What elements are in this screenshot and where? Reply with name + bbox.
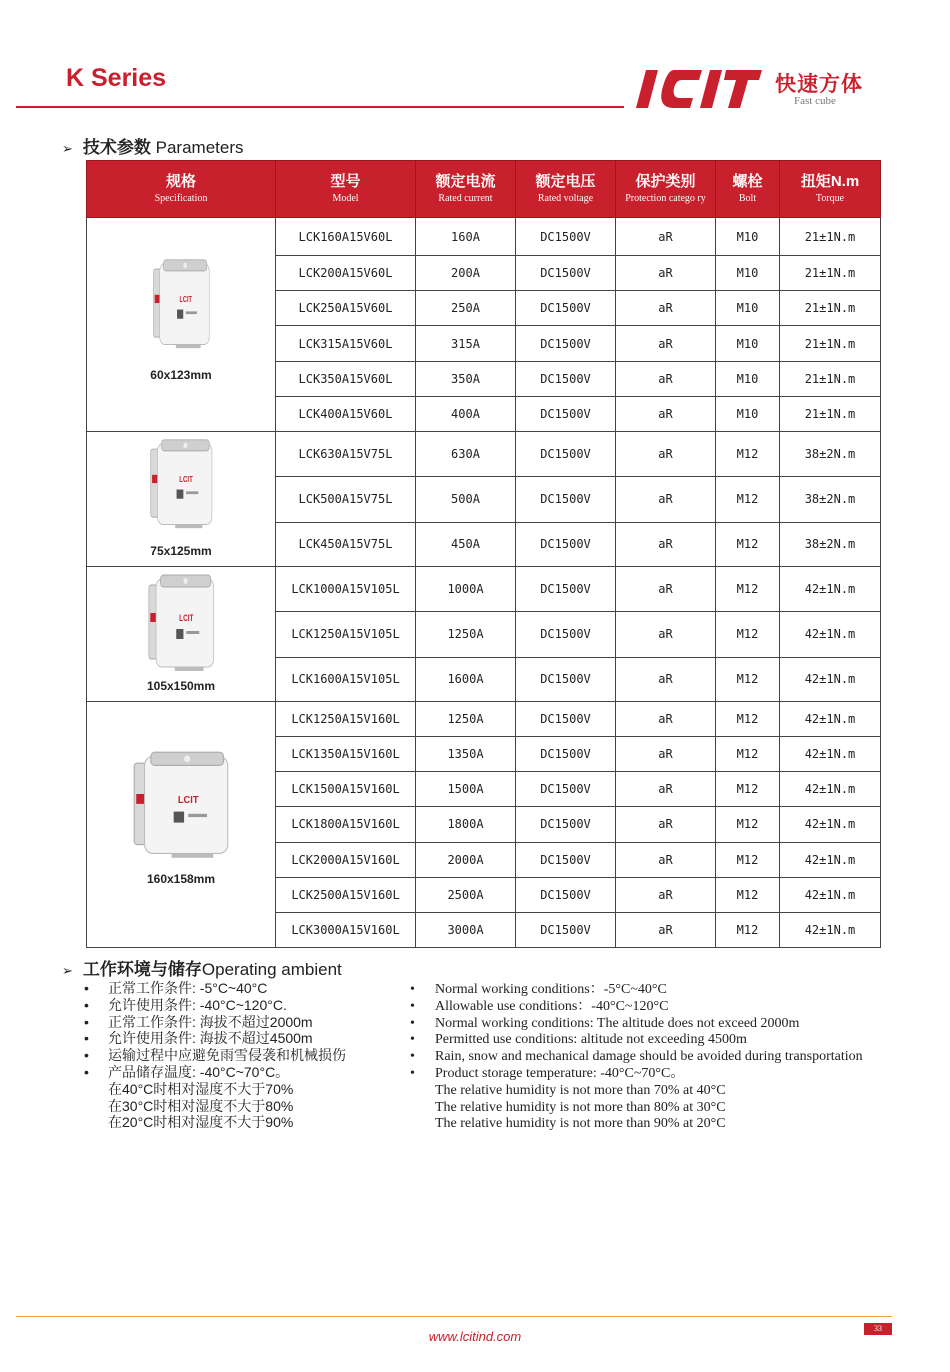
bullet-icon: • xyxy=(84,1063,89,1080)
list-item xyxy=(84,1047,346,1064)
model-cell: LCK1250A15V105L xyxy=(276,612,416,657)
svg-text:LCIT: LCIT xyxy=(178,474,193,485)
arrow-bullet-icon: ➢ xyxy=(62,963,73,978)
rated-current-cell: 200A xyxy=(416,256,516,291)
protection-cell: aR xyxy=(616,567,716,612)
protection-cell: aR xyxy=(616,807,716,842)
bolt-cell: M12 xyxy=(716,477,780,522)
list-item xyxy=(84,1114,346,1131)
list-item-text: 产品储存温度: -40°C~70°C。 xyxy=(108,1063,290,1080)
header-rated-current: 额定电流 Rated current xyxy=(416,161,516,218)
rated-current-cell: 450A xyxy=(416,522,516,566)
rated-voltage-cell: DC1500V xyxy=(516,842,616,877)
torque-cell: 21±1N.m xyxy=(780,291,881,326)
protection-cell: aR xyxy=(616,772,716,807)
parameters-heading xyxy=(62,133,244,158)
bolt-cell: M12 xyxy=(716,737,780,772)
specification-cell xyxy=(87,567,276,702)
footer-divider xyxy=(16,1316,892,1317)
svg-text:LCIT: LCIT xyxy=(179,296,192,305)
list-item-text: Permitted use conditions: altitude not exceeding 4500m xyxy=(435,1032,747,1048)
torque-cell: 42±1N.m xyxy=(780,842,881,877)
model-cell: LCK200A15V60L xyxy=(276,256,416,291)
bolt-cell: M12 xyxy=(716,772,780,807)
header-torque: 扭矩N.m Torque xyxy=(780,161,881,218)
bullet-icon: • xyxy=(410,1015,415,1031)
torque-cell: 38±2N.m xyxy=(780,522,881,566)
protection-cell: aR xyxy=(616,842,716,877)
list-item xyxy=(84,1064,346,1081)
ambient-list-cn xyxy=(84,980,346,1131)
list-item xyxy=(410,982,863,999)
model-cell: LCK160A15V60L xyxy=(276,218,416,256)
list-item xyxy=(410,1083,863,1100)
brand-name-en: Fast cube xyxy=(794,95,836,107)
list-item-text: Product storage temperature: -40°C~70°C。 xyxy=(435,1065,685,1081)
list-item-text: 在30°C时相对湿度不大于80% xyxy=(108,1097,294,1114)
bullet-icon: • xyxy=(410,982,415,997)
bullet-icon: • xyxy=(84,996,89,1013)
rated-voltage-cell: DC1500V xyxy=(516,218,616,256)
torque-cell: 21±1N.m xyxy=(780,326,881,361)
rated-voltage-cell: DC1500V xyxy=(516,256,616,291)
torque-cell: 21±1N.m xyxy=(780,396,881,431)
protection-cell: aR xyxy=(616,432,716,477)
rated-current-cell: 1350A xyxy=(416,737,516,772)
list-item-text: The relative humidity is not more than 90% at 20°C xyxy=(435,1116,726,1132)
model-cell: LCK630A15V75L xyxy=(276,432,416,477)
model-cell: LCK2000A15V160L xyxy=(276,842,416,877)
rated-voltage-cell: DC1500V xyxy=(516,912,616,947)
bolt-cell: M10 xyxy=(716,361,780,396)
rated-voltage-cell: DC1500V xyxy=(516,326,616,361)
rated-voltage-cell: DC1500V xyxy=(516,702,616,737)
rated-current-cell: 315A xyxy=(416,326,516,361)
specification-label: 75x125mm xyxy=(150,544,212,558)
protection-cell: aR xyxy=(616,912,716,947)
protection-cell: aR xyxy=(616,877,716,912)
list-item xyxy=(410,1016,863,1033)
list-item xyxy=(410,1032,863,1049)
list-item-text: 在20°C时相对湿度不大于90% xyxy=(108,1114,294,1131)
header-protection-category: 保护类别 Protection catego ry xyxy=(616,161,716,218)
torque-cell: 38±2N.m xyxy=(780,432,881,477)
protection-cell: aR xyxy=(616,218,716,256)
torque-cell: 42±1N.m xyxy=(780,877,881,912)
rated-voltage-cell: DC1500V xyxy=(516,567,616,612)
torque-cell: 42±1N.m xyxy=(780,612,881,657)
list-item-text: Normal working conditions：-5°C~40°C xyxy=(435,982,667,997)
series-title: K Series xyxy=(66,64,167,92)
list-item-text: Rain, snow and mechanical damage should be avoided during transportation xyxy=(435,1049,863,1065)
list-item-text: Normal working conditions: The altitude does not exceed 2000m xyxy=(435,1015,800,1031)
rated-current-cell: 350A xyxy=(416,361,516,396)
specification-label: 160x158mm xyxy=(146,872,216,886)
rated-current-cell: 1250A xyxy=(416,612,516,657)
fuse-image-3 xyxy=(146,573,218,673)
rated-voltage-cell: DC1500V xyxy=(516,291,616,326)
rated-current-cell: 250A xyxy=(416,291,516,326)
parameters-table xyxy=(86,160,881,948)
rated-current-cell: 160A xyxy=(416,218,516,256)
fuse-image-4 xyxy=(130,750,234,860)
rated-voltage-cell: DC1500V xyxy=(516,772,616,807)
specification-label: 105x150mm xyxy=(146,679,216,693)
ambient-heading-en: Operating ambient xyxy=(201,960,342,979)
svg-text:LCIT: LCIT xyxy=(177,794,199,806)
rated-current-cell: 1800A xyxy=(416,807,516,842)
torque-cell: 21±1N.m xyxy=(780,218,881,256)
bolt-cell: M12 xyxy=(716,877,780,912)
bolt-cell: M12 xyxy=(716,912,780,947)
bullet-icon: • xyxy=(410,1049,415,1065)
list-item-text: 允许使用条件: -40°C~120°C. xyxy=(108,996,287,1013)
model-cell: LCK1500A15V160L xyxy=(276,772,416,807)
bolt-cell: M12 xyxy=(716,702,780,737)
rated-voltage-cell: DC1500V xyxy=(516,477,616,522)
rated-voltage-cell: DC1500V xyxy=(516,522,616,566)
rated-voltage-cell: DC1500V xyxy=(516,657,616,701)
model-cell: LCK250A15V60L xyxy=(276,291,416,326)
model-cell: LCK450A15V75L xyxy=(276,522,416,566)
bolt-cell: M10 xyxy=(716,218,780,256)
header-bolt: 螺栓 Bolt xyxy=(716,161,780,218)
brand-name-cn: 快速方体 xyxy=(775,73,863,96)
specification-label: 60x123mm xyxy=(150,368,212,382)
model-cell: LCK315A15V60L xyxy=(276,326,416,361)
list-item-text: 在40°C时相对湿度不大于70% xyxy=(108,1080,294,1097)
list-item xyxy=(410,1066,863,1083)
model-cell: LCK1800A15V160L xyxy=(276,807,416,842)
bolt-cell: M10 xyxy=(716,291,780,326)
parameters-heading-en: Parameters xyxy=(150,138,244,157)
model-cell: LCK350A15V60L xyxy=(276,361,416,396)
rated-voltage-cell: DC1500V xyxy=(516,612,616,657)
list-item xyxy=(410,1116,863,1133)
protection-cell: aR xyxy=(616,361,716,396)
rated-voltage-cell: DC1500V xyxy=(516,432,616,477)
list-item-text: 允许使用条件: 海拔不超过4500m xyxy=(108,1030,313,1047)
torque-cell: 38±2N.m xyxy=(780,477,881,522)
rated-voltage-cell: DC1500V xyxy=(516,737,616,772)
bullet-icon: • xyxy=(84,1047,89,1064)
protection-cell: aR xyxy=(616,326,716,361)
list-item xyxy=(84,997,346,1014)
arrow-bullet-icon: ➢ xyxy=(62,141,73,156)
model-cell: LCK3000A15V160L xyxy=(276,912,416,947)
rated-voltage-cell: DC1500V xyxy=(516,396,616,431)
protection-cell: aR xyxy=(616,256,716,291)
rated-voltage-cell: DC1500V xyxy=(516,807,616,842)
bolt-cell: M10 xyxy=(716,256,780,291)
protection-cell: aR xyxy=(616,737,716,772)
ambient-heading xyxy=(62,955,342,980)
model-cell: LCK500A15V75L xyxy=(276,477,416,522)
specification-cell xyxy=(87,432,276,567)
torque-cell: 42±1N.m xyxy=(780,807,881,842)
list-item xyxy=(84,1081,346,1098)
parameters-heading-cn: 技术参数 xyxy=(82,138,151,157)
list-item xyxy=(410,1100,863,1117)
torque-cell: 42±1N.m xyxy=(780,567,881,612)
list-item-text: 正常工作条件: -5°C~40°C xyxy=(108,980,268,996)
svg-text:LCIT: LCIT xyxy=(178,612,194,624)
list-item xyxy=(84,980,346,997)
bullet-icon: • xyxy=(410,998,415,1014)
torque-cell: 42±1N.m xyxy=(780,702,881,737)
bolt-cell: M12 xyxy=(716,657,780,701)
list-item xyxy=(410,999,863,1016)
list-item-text: 运输过程中应避免雨雪侵袭和机械损伤 xyxy=(108,1047,346,1064)
rated-current-cell: 1000A xyxy=(416,567,516,612)
rated-current-cell: 500A xyxy=(416,477,516,522)
model-cell: LCK2500A15V160L xyxy=(276,877,416,912)
list-item-text: 正常工作条件: 海拔不超过2000m xyxy=(108,1013,313,1030)
torque-cell: 21±1N.m xyxy=(780,361,881,396)
bullet-icon: • xyxy=(410,1032,415,1048)
model-cell: LCK1600A15V105L xyxy=(276,657,416,701)
list-item xyxy=(410,1049,863,1066)
torque-cell: 21±1N.m xyxy=(780,256,881,291)
protection-cell: aR xyxy=(616,522,716,566)
bullet-icon: • xyxy=(84,980,89,996)
protection-cell: aR xyxy=(616,291,716,326)
table-row xyxy=(87,702,881,737)
protection-cell: aR xyxy=(616,396,716,431)
table-row xyxy=(87,432,881,477)
list-item xyxy=(84,1014,346,1031)
rated-voltage-cell: DC1500V xyxy=(516,361,616,396)
fuse-image-1 xyxy=(151,258,213,350)
ambient-heading-cn: 工作环境与储存 xyxy=(82,960,202,979)
ambient-list-en xyxy=(410,982,863,1133)
bullet-icon: • xyxy=(410,1065,415,1081)
rated-voltage-cell: DC1500V xyxy=(516,877,616,912)
protection-cell: aR xyxy=(616,657,716,701)
bullet-icon: • xyxy=(84,1013,89,1030)
bullet-icon: • xyxy=(84,1030,89,1047)
specification-cell xyxy=(87,702,276,948)
model-cell: LCK1250A15V160L xyxy=(276,702,416,737)
torque-cell: 42±1N.m xyxy=(780,657,881,701)
rated-current-cell: 2500A xyxy=(416,877,516,912)
header-specification: 规格 Specification xyxy=(87,161,276,218)
bolt-cell: M10 xyxy=(716,396,780,431)
protection-cell: aR xyxy=(616,702,716,737)
page-number: 33 xyxy=(864,1323,892,1335)
header-model: 型号 Model xyxy=(276,161,416,218)
list-item-text: The relative humidity is not more than 80% at 30°C xyxy=(435,1099,726,1115)
model-cell: LCK1000A15V105L xyxy=(276,567,416,612)
rated-current-cell: 1250A xyxy=(416,702,516,737)
bolt-cell: M12 xyxy=(716,567,780,612)
table-row xyxy=(87,218,881,256)
fuse-image-2 xyxy=(148,438,216,530)
header-divider xyxy=(16,106,624,108)
header-rated-voltage: 额定电压 Rated voltage xyxy=(516,161,616,218)
torque-cell: 42±1N.m xyxy=(780,912,881,947)
model-cell: LCK1350A15V160L xyxy=(276,737,416,772)
specification-cell xyxy=(87,218,276,432)
rated-current-cell: 400A xyxy=(416,396,516,431)
table-header-row xyxy=(87,161,881,218)
rated-current-cell: 1500A xyxy=(416,772,516,807)
bolt-cell: M12 xyxy=(716,842,780,877)
list-item-text: Allowable use conditions：-40°C~120°C xyxy=(435,998,669,1014)
list-item-text: The relative humidity is not more than 70% at 40°C xyxy=(435,1082,726,1098)
torque-cell: 42±1N.m xyxy=(780,772,881,807)
bolt-cell: M12 xyxy=(716,612,780,657)
bolt-cell: M12 xyxy=(716,807,780,842)
list-item xyxy=(84,1030,346,1047)
torque-cell: 42±1N.m xyxy=(780,737,881,772)
model-cell: LCK400A15V60L xyxy=(276,396,416,431)
table-row xyxy=(87,567,881,612)
protection-cell: aR xyxy=(616,612,716,657)
bolt-cell: M12 xyxy=(716,432,780,477)
bolt-cell: M12 xyxy=(716,522,780,566)
bolt-cell: M10 xyxy=(716,326,780,361)
rated-current-cell: 3000A xyxy=(416,912,516,947)
rated-current-cell: 1600A xyxy=(416,657,516,701)
rated-current-cell: 2000A xyxy=(416,842,516,877)
protection-cell: aR xyxy=(616,477,716,522)
footer-url-link[interactable]: www.lcitind.com xyxy=(428,1329,522,1344)
rated-current-cell: 630A xyxy=(416,432,516,477)
list-item xyxy=(84,1098,346,1115)
